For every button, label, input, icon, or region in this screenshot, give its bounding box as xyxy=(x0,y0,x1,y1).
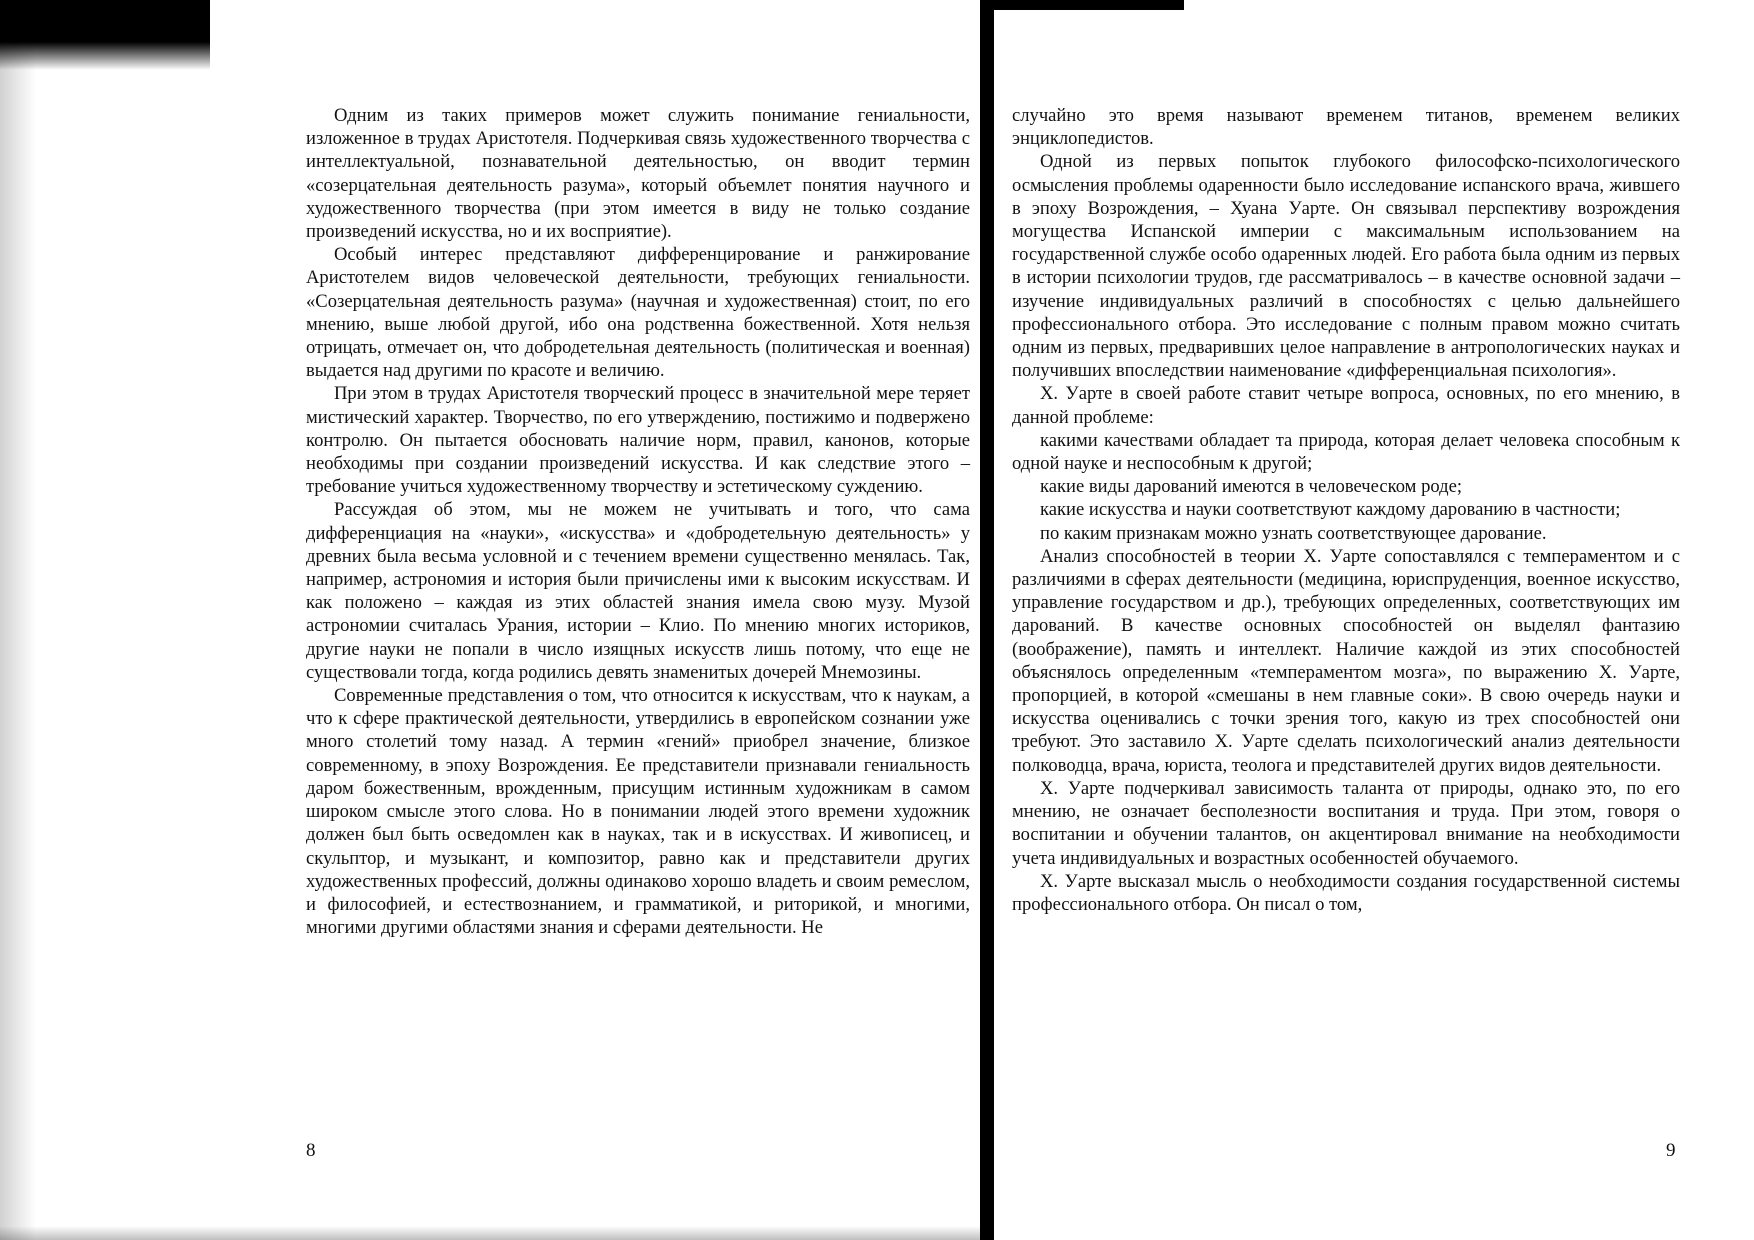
page-number-right: 9 xyxy=(1666,1140,1676,1161)
scan-shadow-edge xyxy=(0,0,36,1240)
left-page xyxy=(306,104,970,939)
book-gutter xyxy=(980,0,994,1240)
paragraph: Современные представления о том, что относится к искусствам, что к наукам, а что к сфере практической деятельности, утвердились в европейском сознании уже много столетий тому назад. А термин «гений» приобрел значение, близкое современному, в эпоху Возрождения. Ее представители признавали гениальность даром божественным, врожденным, присущим истинным художникам в самом широком смысле этого слова. Но в понимании людей этого времени художник должен был быть осведомлен как в науках, так и в искусствах. И живописец, и скульптор, и музыкант, и композитор, равно как и представители других художественных профессий, должны одинаково хорошо владеть и своим ремеслом, и философией, и естествознанием, и грамматикой, и риторикой, и многими, многими другими областями знания и сферами деятельности. Не xyxy=(306,685,970,939)
paragraph: X. Уарте высказал мысль о необходимости создания государственной системы профессионального отбора. Он писал о том, xyxy=(1012,870,1680,915)
paragraph: При этом в трудах Аристотеля творческий процесс в значительной мере теряет мистический характер. Творчество, по его утверждению, постижимо и подвержено контролю. Он пытается обосновать наличие норм, правил, канонов, которые необходимы при создании произведений искусства. И как следствие этого – требование учиться художественному творчеству и эстетическому суждению. xyxy=(306,383,970,498)
list-item: по каким признакам можно узнать соответствующее дарование. xyxy=(1040,522,1547,544)
paragraph: Рассуждая об этом, мы не можем не учитывать и того, что сама дифференциация на «науки», «искусства» и «добродетельную деятельность» у древних была весьма условной и с течением времени существенно менялась. Так, например, астрономия и история были причислены ими к высоким искусствам. И как положено – каждая из этих областей знания имела свою музу. Музой астрономии считалась Урания, истории – Клио. По мнению многих историков, другие науки не попали в число изящных искусств лишь потому, что еще не существовали тогда, когда родились девять знаменитых дочерей Мнемозины. xyxy=(306,499,970,683)
paragraph: Особый интерес представляют дифференцирование и ранжирование Аристотелем видов человеческой деятельности, требующих гениальности. «Созерцательная деятельность разума» (научная и художественная) стоит, по его мнению, выше любой другой, ибо она родственна божественной. Хотя нельзя отрицать, отмечает он, что добродетельная деятельность (политическая и военная) выдается над другими по красоте и величию. xyxy=(306,244,970,382)
paragraph: Одним из таких примеров может служить понимание гениальности, изложенное в трудах Аристотеля. Подчеркивая связь художественного творчества с интеллектуальной, познавательной деятельностью, он вводит термин «созерцательная деятельность разума», который объемлет понятия научного и художественного творчества (при этом имеется в виду не только создание произведений искусства, но и их восприятие). xyxy=(306,105,970,243)
paragraph: Анализ способностей в теории X. Уарте сопоставлялся с темпераментом и с различиями в сферах деятельности (медицина, юриспруденция, военное искусство, управление государством и др.), требующих определенных, соответствующих им дарований. В качестве основных способностей он выделял фантазию (воображение), память и интеллект. Наличие каждой из этих способностей объяснялось определенным «темпераментом мозга», по выражению X. Уарте, пропорцией, в которой «смешаны в нем главные соки». В свою очередь науки и искусства оценивались с точки зрения того, какую из трех способностей они требуют. Это заставило X. Уарте сделать психологический анализ деятельности полководца, врача, юриста, теолога и представителей других видов деятельности. xyxy=(1012,545,1680,776)
page-number-left: 8 xyxy=(306,1140,316,1161)
list-item: какие искусства и науки соответствуют каждому дарованию в частности; xyxy=(1040,499,1621,521)
paragraph: X. Уарте в своей работе ставит четыре вопроса, основных, по его мнению, в данной проблеме: xyxy=(1012,383,1680,428)
scan-shadow-bottom xyxy=(0,1226,980,1240)
scan-shadow-top xyxy=(994,0,1184,10)
right-page xyxy=(1012,104,1680,916)
list-item: какие виды дарований имеются в человеческом роде; xyxy=(1040,476,1463,498)
paragraph: Одной из первых попыток глубокого философско-психологического осмысления проблемы одаренности было исследование испанского врача, жившего в эпоху Возрождения, – Хуана Уарте. Он связывал перспективу возрождения могущества Испанской империи с максимальным использованием на государственной службе особо одаренных людей. Его работа была одним из первых в истории психологии трудов, где рассматривалось – в качестве основной задачи – изучение индивидуальных различий в способностях с целью дальнейшего профессионального отбора. Это исследование с полным правом можно считать одним из первых, предваривших целое направление в антропологических науках и получивших впоследствии наименование «дифференциальная психология». xyxy=(1012,151,1680,382)
list-item: какими качествами обладает та природа, которая делает человека способным к одной науке и неспособным к другой; xyxy=(1012,429,1680,475)
paragraph: X. Уарте подчеркивал зависимость таланта от природы, однако это, по его мнению, не означает бесполезности воспитания и труда. При этом, говоря о воспитании и обучении талантов, он акцентировал внимание на необходимости учета индивидуальных и возрастных особенностей обучаемого. xyxy=(1012,777,1680,869)
continued-paragraph: случайно это время называют временем титанов, временем великих энциклопедистов. xyxy=(1012,105,1680,150)
